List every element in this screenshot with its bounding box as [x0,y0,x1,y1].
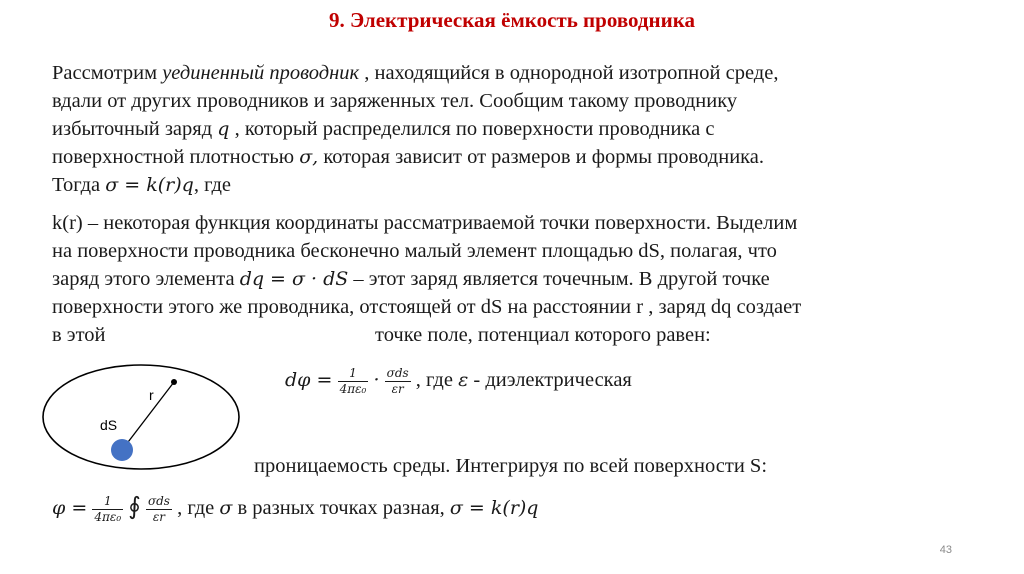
surface-element-dot [111,439,133,461]
distance-line [122,382,174,450]
charge-density-formula: σ = k(r)q [105,174,194,196]
field-point [171,379,177,385]
paragraph2-line2: на поверхности проводника бесконечно малый элемент площадью dS, полагая, что [52,240,777,262]
paragraph1-line4: поверхностной плотностью σ, которая зависит от размеров и формы проводника. [52,146,765,168]
paragraph2-line3: заряд этого элемента dq = σ · dS – этот заряд является точечным. В другой точке [52,268,770,290]
paragraph1-line2: вдали от других проводников и заряженных тел. Сообщим такому проводнику [52,90,738,112]
fraction-coulomb: $\frac{1}{\text{4πε₀}}$ [339,366,367,396]
slide-title: 9. Электрическая ёмкость проводника [328,8,696,32]
integral-formula: φ = $\frac{1}{\text{4πε₀}}$ ∮ $\frac{\text{σds}}{\varepsilon r}$ , где σ в разных точках разная, σ = k(r)q [52,492,539,524]
fraction-coulomb-2: $\frac{1}{\text{4πε₀}}$ [94,493,122,524]
paragraph2-line5a: в этой [52,324,106,346]
paragraph1-line5: Тогда σ = k(r)q, где [52,174,232,196]
charge-element-formula: dq = σ · dS [239,268,349,290]
contour-integral-symbol: ∮ [128,492,141,520]
paragraph1-line1: Рассмотрим уединенный проводник , находящийся в однородной изотропной среде, [52,62,779,84]
permittivity-line: проницаемость среды. Интегрируя по всей поверхности S: [254,455,768,477]
label-r: r [149,387,154,403]
paragraph1-line3: избыточный заряд q , который распределился по поверхности проводника с [52,118,715,140]
emphasis-isolated-conductor: уединенный проводник [162,62,360,84]
conductor-diagram [40,362,245,472]
fraction-sigma-ds: $\frac{\text{σds}}{\varepsilon r}$ [386,366,409,396]
label-ds: dS [100,417,118,433]
conductor-outline [43,365,239,469]
paragraph2-line1: k(r) – некоторая функция координаты рассматриваемой точки поверхности. Выделим [52,212,798,234]
slide-number: 43 [939,544,952,556]
paragraph2-line4: поверхности этого же проводника, отстоящей от dS на расстоянии r , заряд dq создает [52,296,802,318]
fraction-sigma-ds-2: $\frac{\text{σds}}{\varepsilon r}$ [147,493,170,524]
paragraph2-line5b: точке поле, потенциал которого равен: [375,324,711,346]
potential-formula: dφ = $\frac{1}{\text{4πε₀}}$ · $\frac{\text{σds}}{\varepsilon r}$ , где ε - диэлектрическая [285,366,632,396]
